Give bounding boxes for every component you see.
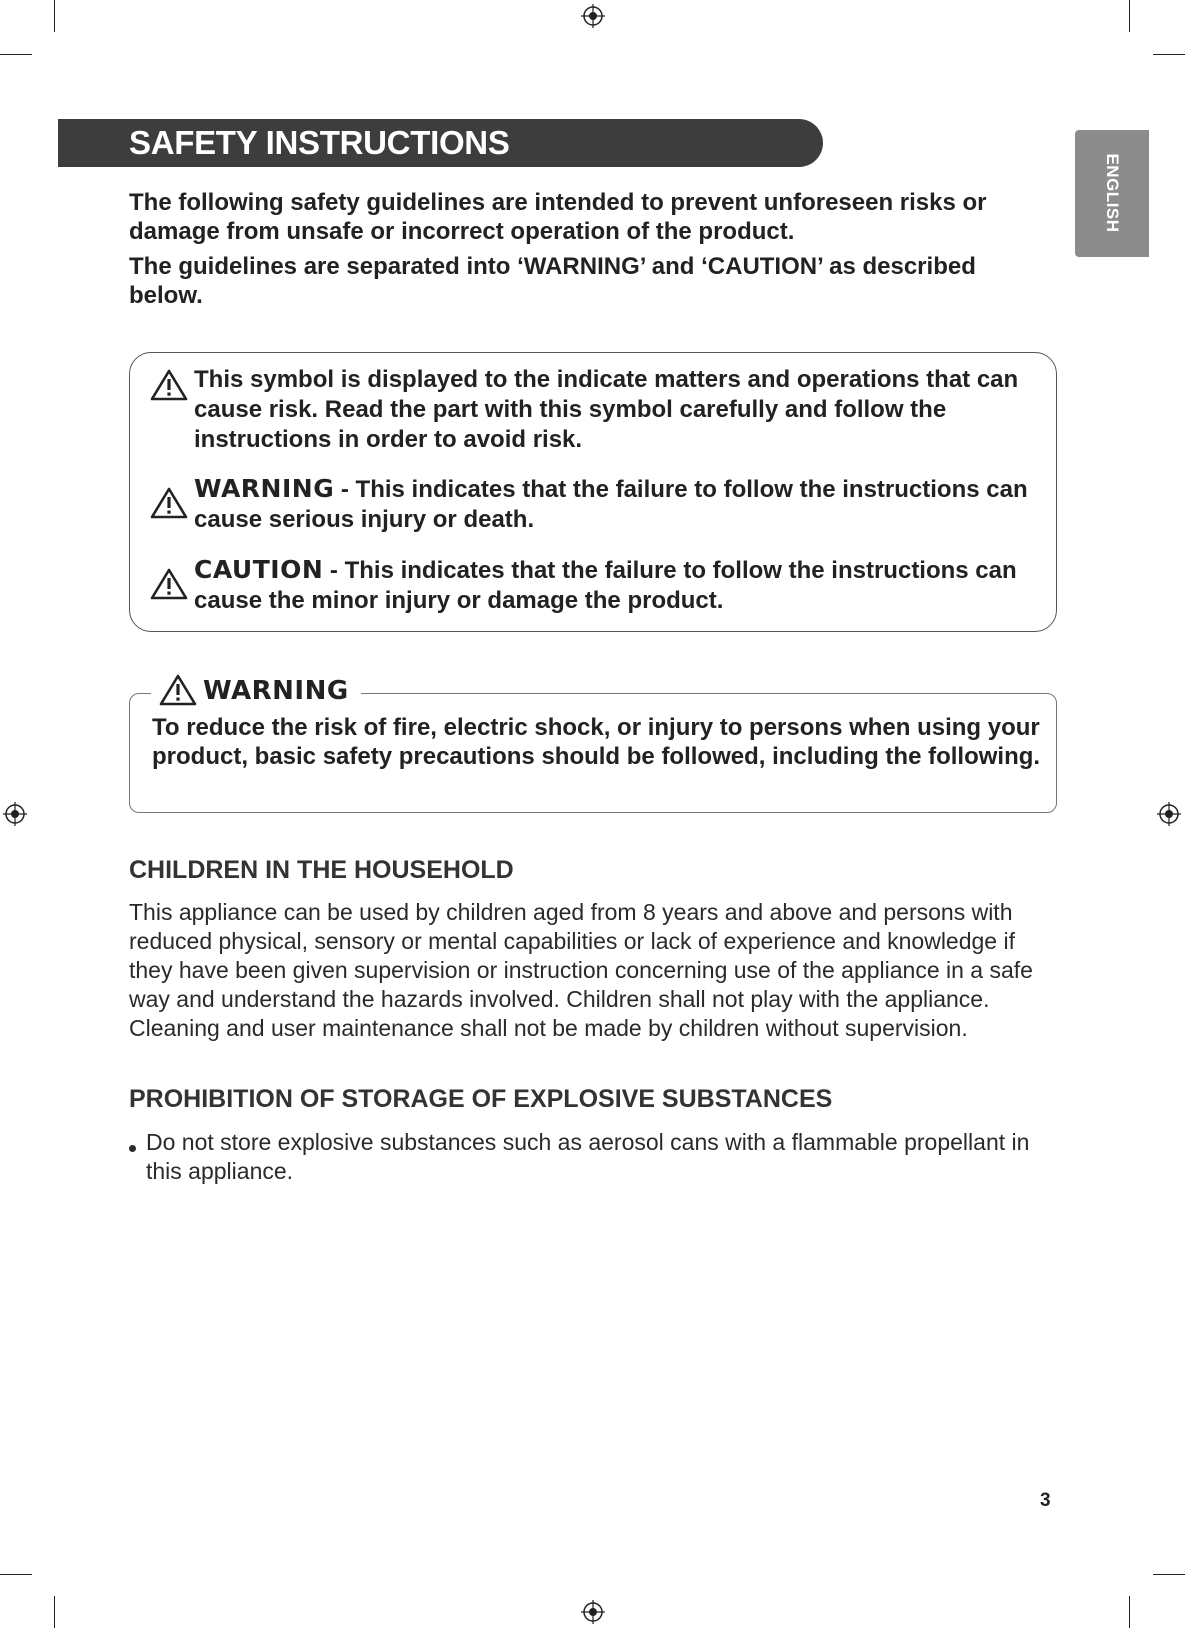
- page-title: SAFETY INSTRUCTIONS: [129, 124, 510, 161]
- bullet-icon: [129, 1145, 136, 1152]
- warning-box-text: To reduce the risk of fire, electric shock, or injury to persons when using your product, basic safety precautions should be followed, including the following.: [152, 714, 1041, 770]
- registration-mark-icon: [3, 802, 27, 826]
- symbol-legend-box: [129, 352, 1057, 632]
- warning-box-legend: [151, 672, 361, 712]
- children-paragraph: This appliance can be used by children aged from 8 years and above and persons with reduced physical, sensory or mental capabilities or lack of experience and knowledge if they have been given supervision or instruction concerning use of the appliance in a safe way and understand the hazards involved. Children shall not play with the appliance. Cleaning and user maintenance shall not be made by children without supervision.: [129, 899, 1033, 1041]
- warning-definition-text: - This indicates that the failure to follow the instructions can cause serious injury or death.: [194, 476, 1028, 533]
- registration-mark-icon: [581, 4, 605, 28]
- warning-keyword: WARNING: [194, 474, 335, 503]
- intro-paragraph: The following safety guidelines are intended to prevent unforeseen risks or damage from unsafe or incorrect operation of the product.: [129, 189, 987, 245]
- caution-definition: [194, 555, 1034, 616]
- intro-paragraph: The guidelines are separated into ‘WARNING’ and ‘CAUTION’ as described below.: [129, 253, 976, 309]
- crop-mark: [1129, 1596, 1130, 1628]
- warning-triangle-icon: [150, 369, 188, 401]
- crop-mark: [1129, 0, 1130, 32]
- crop-mark: [54, 0, 55, 32]
- section-heading-storage: PROHIBITION OF STORAGE OF EXPLOSIVE SUBSTANCES: [129, 1085, 833, 1113]
- caution-keyword: CAUTION: [194, 555, 324, 584]
- caution-triangle-icon: [150, 568, 188, 600]
- crop-mark: [1153, 54, 1185, 55]
- warning-definition: [194, 474, 1034, 535]
- crop-mark: [1153, 1574, 1185, 1575]
- storage-bullet: Do not store explosive substances such as aerosol cans with a flammable propellant in this appliance.: [146, 1129, 1030, 1184]
- registration-mark-icon: [581, 1600, 605, 1624]
- crop-mark: [0, 54, 32, 55]
- symbol-description: This symbol is displayed to the indicate matters and operations that can cause risk. Read the part with this symbol carefully and follow the instructions in order to avoid risk.: [194, 366, 1019, 453]
- crop-mark: [54, 1596, 55, 1628]
- section-heading-children: CHILDREN IN THE HOUSEHOLD: [129, 856, 514, 884]
- crop-mark: [0, 1574, 32, 1575]
- warning-box-label: WARNING: [203, 676, 349, 706]
- registration-mark-icon: [1157, 802, 1181, 826]
- caution-definition-text: - This indicates that the failure to follow the instructions can cause the minor injury or damage the product.: [194, 557, 1017, 614]
- warning-triangle-icon: [159, 674, 197, 706]
- page-number: 3: [1040, 1490, 1051, 1511]
- language-tab-label: ENGLISH: [1103, 153, 1122, 233]
- warning-triangle-icon: [150, 487, 188, 519]
